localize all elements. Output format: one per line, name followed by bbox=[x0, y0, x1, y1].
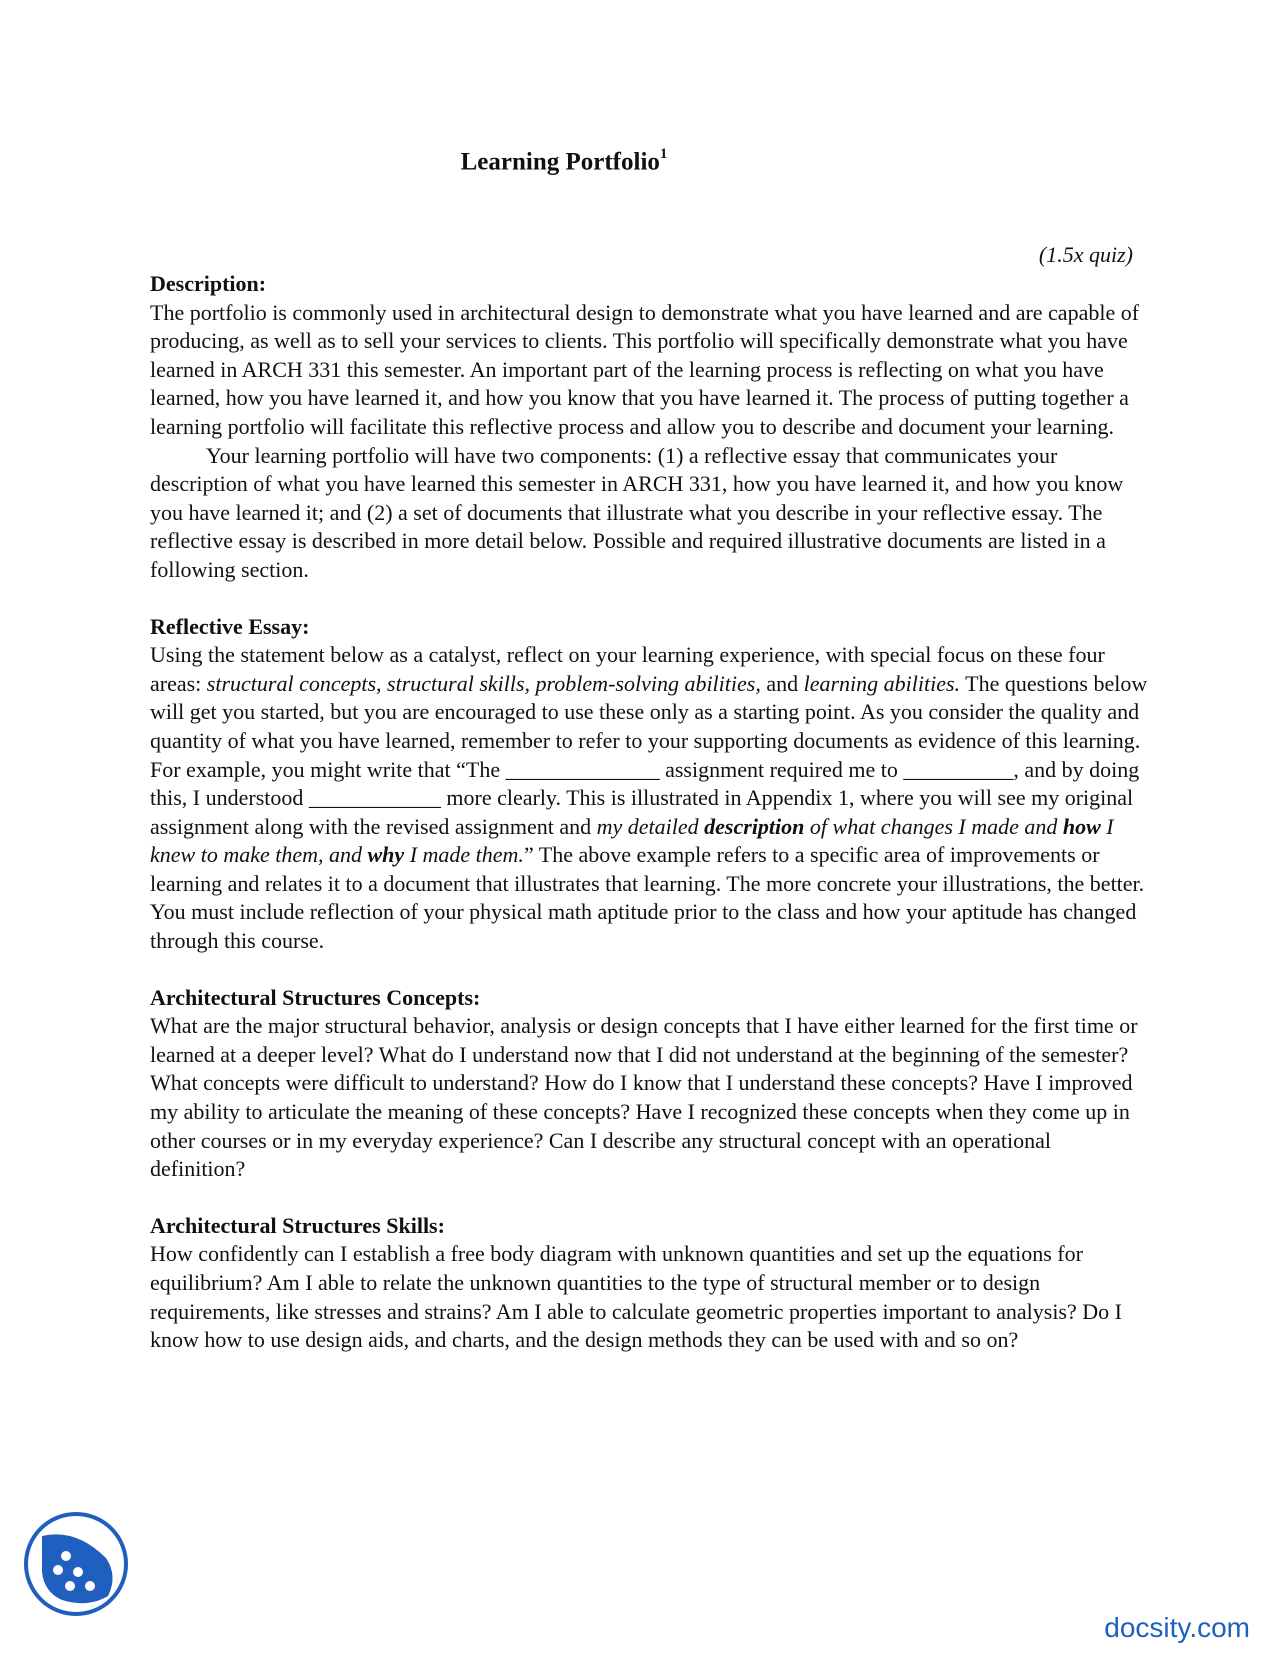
concepts-paragraph: What are the major structural behavior, analysis or design concepts that I have either learned for the first time or learned at a deeper level? What do I understand now that I did not understand at the beginning of the semester? What concepts were difficult to understand? How do I know that I understand these concepts? Have I improved my ability to articulate the meaning of these concepts? Have I recognized these concepts when they come up in other courses or in my everyday experience? Can I describe any structural concept with an operational definition? bbox=[150, 1013, 1138, 1182]
title-footnote-mark: 1 bbox=[659, 146, 668, 162]
skills-paragraph: How confidently can I establish a free body diagram with unknown quantities and set up the equations for equilibrium? Am I able to relate the unknown quantities to the type of structural member or to design requirements, like stresses and strains? Am I able to calculate geometric properties important to analysis? Do I know how to use design aids, and charts, and the design methods they can be used with and so on? bbox=[150, 1241, 1122, 1353]
title-text: Learning Portfolio bbox=[460, 148, 660, 176]
description-heading: Description: bbox=[150, 271, 267, 296]
reflective-essay-heading: Reflective Essay: bbox=[150, 613, 310, 639]
quiz-weight-note: (1.5x quiz) bbox=[1038, 242, 1133, 267]
document-body bbox=[150, 270, 1150, 1355]
reflective-essay-paragraph: Using the statement below as a catalyst, reflect on your learning experience, with special focus on these four areas: structural concepts, structural skills, problem-solving abilities, and learning abilities. The questions below will get you started, but you are encouraged to use these only as a starting point. As you consider the quality and quantity of what you have learned, remember to refer to your supporting documents as evidence of this learning. For example, you might write that “The ______________ assignment required me to __________, and by doing this, I understood ____________ more clearly. This is illustrated in Appendix 1, where you will see my original assignment along with the revised assignment and my detailed description of what changes I made and how I knew to make them, and why I made them.” The above example refers to a specific area of improvements or learning and relates it to a document that illustrates that learning. The more concrete your illustrations, the better. You must include reflection of your physical math aptitude prior to the class and how your aptitude has changed through this course. bbox=[150, 642, 1148, 954]
concepts-heading: Architectural Structures Concepts: bbox=[150, 984, 481, 1010]
description-paragraph-2: Your learning portfolio will have two components: (1) a reflective essay that communicates your description of what you have learned this semester in ARCH 331, how you have learned it, and how you know you have learned it; and (2) a set of documents that illustrate what you describe in your reflective essay. The reflective essay is described in more detail below. Possible and required illustrative documents are listed in a following section. bbox=[150, 442, 1124, 582]
skills-heading: Architectural Structures Skills: bbox=[150, 1212, 445, 1238]
description-paragraph-1: The portfolio is commonly used in architectural design to demonstrate what you have learned and are capable of producing, as well as to sell your services to clients. This portfolio will specifically demonstrate what you have learned in ARCH 331 this semester. An important part of the learning process is reflecting on what you have learned, how you have learned it, and how you know that you have learned it. The process of putting together a learning portfolio will facilitate this reflective process and allow you to describe and document your learning. bbox=[150, 299, 1140, 439]
docsity-brand-link[interactable]: docsity.com bbox=[1104, 1612, 1250, 1643]
page-title bbox=[0, 148, 1128, 176]
docsity-logo-icon[interactable] bbox=[22, 1510, 130, 1618]
